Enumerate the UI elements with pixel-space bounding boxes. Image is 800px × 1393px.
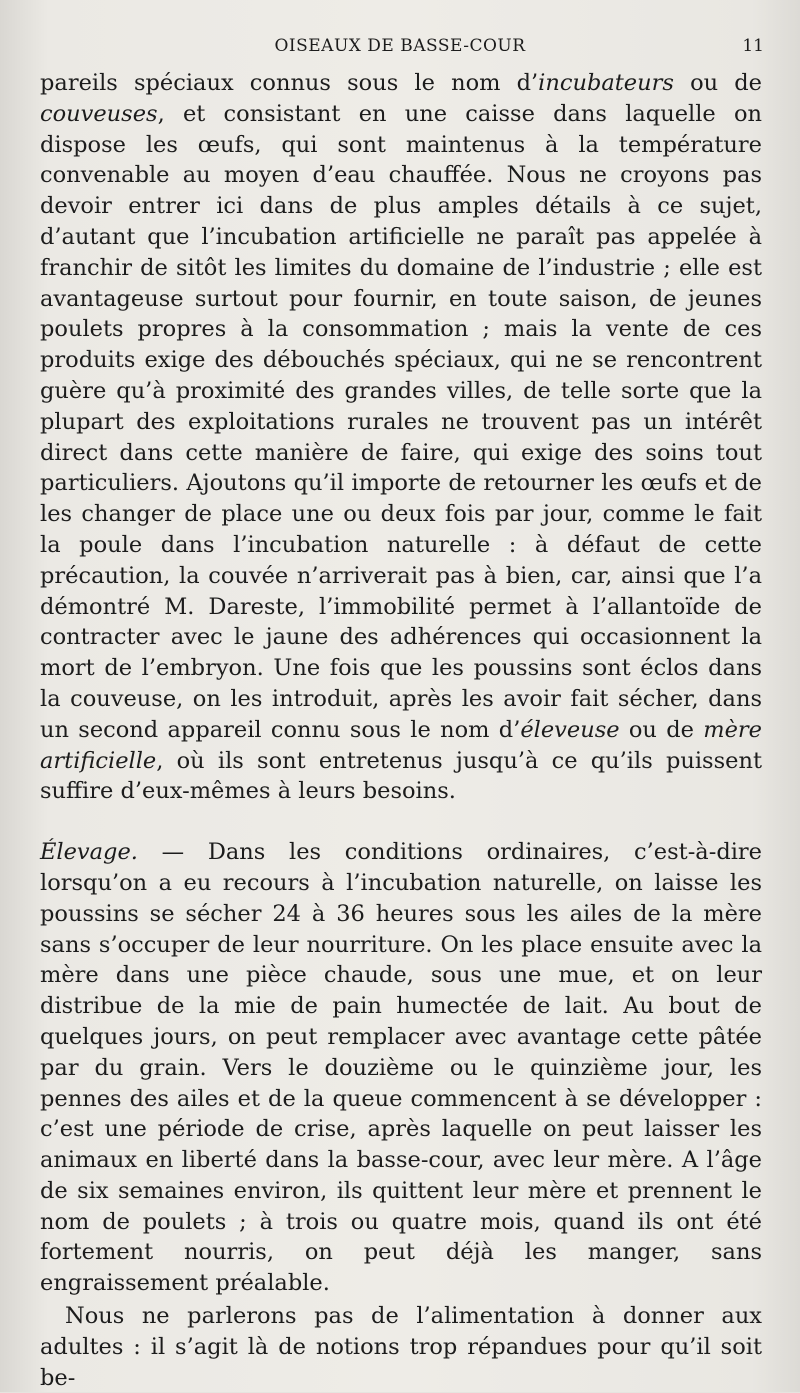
term-mere-artificielle: mère artificielle: [40, 716, 762, 774]
text-run: , et consistant en une caisse dans laquelle on dispose les œufs, qui sont maintenus à la température convenable au moyen d’eau chauffée. Nous ne croyons pas devoir entrer ici dans de plus amples détails à ce sujet, d’autant que l’incubation artificielle ne paraît pas appelée à franchir de sitôt les limites du domaine de l’industrie ; elle est avantageuse surtout pour fournir, en toute saison, de jeunes poulets propres à la consommation ; mais la vente de ces produits exige des débouchés spéciaux, qui ne se rencontrent guère qu’à proximité des grandes villes, de telle sorte que la plupart des exploitations rurales ne trouvent pas un intérêt direct dans cette manière de faire, qui exige des soins tout particuliers. Ajoutons qu’il importe de retourner les œufs et de les changer de place une ou deux fois par jour, comme le fait la poule dans l’incubation naturelle : à défaut de cette précaution, la couvée n’arriverait pas à bien, car, ainsi que l’a démontré M. Dareste, l’immobilité permet à l’allantoïde de contracter avec le jaune des adhérences qui occasionnent la mort de l’embryon. Une fois que les poussins sont éclos dans la couveuse, on les introduit, après les avoir fait sécher, dans un second appareil connu sous le nom d’: [40, 100, 762, 743]
text-run: pareils spéciaux connus sous le nom d’: [40, 70, 539, 96]
text-run: Nous ne parlerons pas de l’alimentation à donner aux adultes : il s’agit là de notions trop répandues pour qu’il soit be-: [40, 1303, 762, 1391]
term-incubateurs: incubateurs: [538, 70, 674, 96]
text-run: , où ils sont entretenus jusqu’à ce qu’ils puissent suffire d’eux-mêmes à leurs besoins.: [40, 747, 762, 805]
page-header: [0, 34, 800, 58]
paragraph-incubation: [40, 68, 762, 807]
body-text: [40, 68, 762, 1393]
term-eleveuse: éleveuse: [520, 716, 620, 743]
paragraph-elevage: [40, 837, 762, 1299]
paragraph-alimentation: [40, 1301, 762, 1393]
text-run: ou de: [673, 70, 762, 96]
text-run: ou de: [619, 716, 704, 743]
section-heading-elevage: Élevage.: [40, 839, 138, 866]
running-title: OISEAUX DE BASSE-COUR: [274, 36, 526, 56]
page-number: 11: [742, 36, 764, 56]
text-run: — Dans les conditions ordinaires, c’est-à-dire lorsqu’on a eu recours à l’incubation naturelle, on laisse les poussins se sécher 24 à 36 heures sous les ailes de la mère sans s’occuper de leur nourriture. On les place ensuite avec la mère dans une pièce chaude, sous une mue, et on leur distribue de la mie de pain humectée de lait. Au bout de quelques jours, on peut remplacer avec avantage cette pâtée par du grain. Vers le douzième ou le quinzième jour, les pennes des ailes et de la queue commencent à se développer : c’est une période de crise, après laquelle on peut laisser les animaux en liberté dans la basse-cour, avec leur mère. A l’âge de six semaines environ, ils quittent leur mère et prennent le nom de poulets ; à trois ou quatre mois, quand ils ont été fortement nourris, on peut déjà les manger, sans engraissement préalable.: [40, 839, 762, 1297]
term-couveuses: couveuses: [40, 100, 158, 127]
